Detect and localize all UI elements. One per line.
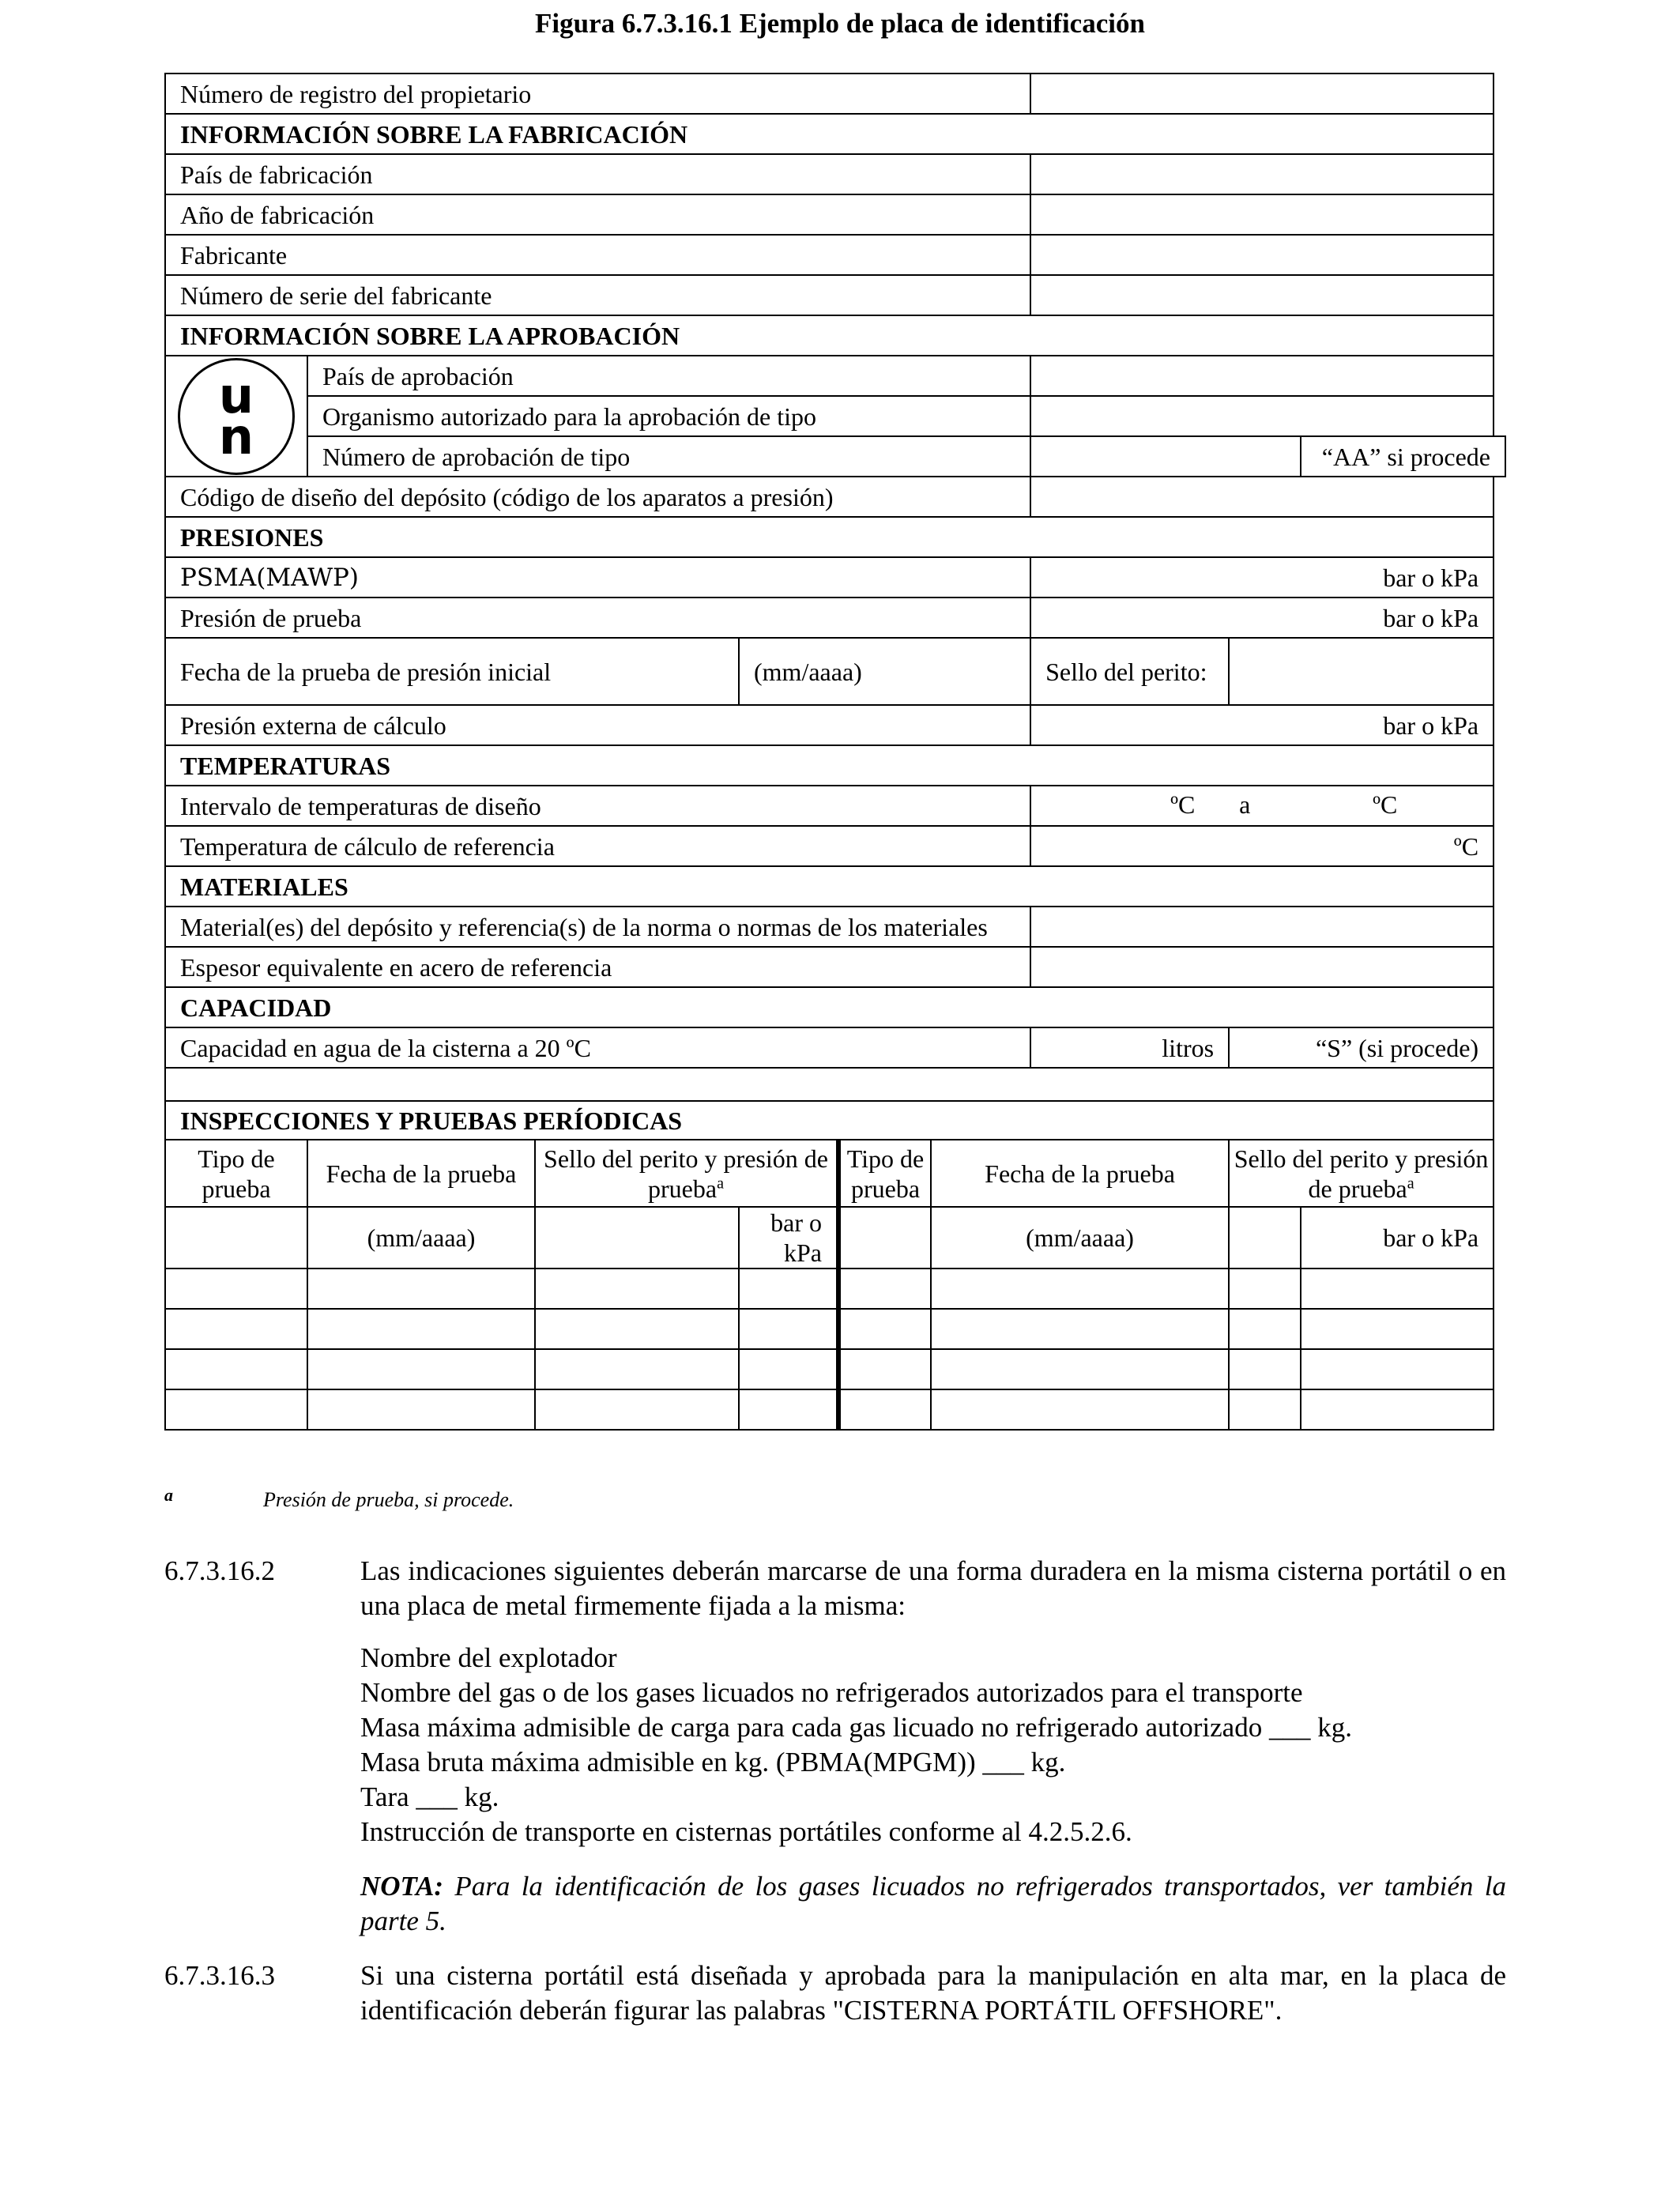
reference-temp-label: Temperatura de cálculo de referencia	[165, 826, 1030, 866]
marking-list	[360, 1641, 1506, 1849]
row-temperatures-header	[165, 745, 1505, 786]
country-manufacture-label: País de fabricación	[165, 154, 1030, 194]
row-inspections-units	[165, 1207, 1505, 1269]
list-item: Nombre del gas o de los gases licuados no refrigerados autorizados para el transporte	[360, 1677, 1303, 1708]
units-pressure-1: bar o kPa	[739, 1207, 838, 1269]
un-logo-letter-u: u	[218, 366, 254, 424]
note-label: NOTA:	[360, 1871, 443, 1902]
note-text: Para la identificación de los gases licuados no refrigerados transportados, ver también la parte 5.	[360, 1871, 1506, 1936]
stamp-pressure-1-sup: a	[717, 1174, 724, 1192]
paragraph-text: Si una cisterna portátil está diseñada y aprobada para la manipulación en alta mar, en la placa de identificación deberán figurar las palabras "CISTERNA PORTÁTIL OFFSHORE".	[360, 1960, 1506, 2026]
footnote-text: Presión de prueba, si procede.	[263, 1488, 514, 1511]
list-item: Tara ___ kg.	[360, 1781, 499, 1812]
row-design-code	[165, 477, 1505, 517]
year-manufacture-label: Año de fabricación	[165, 194, 1030, 235]
row-materials-header	[165, 866, 1505, 907]
manufacturer-value	[1030, 235, 1494, 275]
temperatures-header: TEMPERATURAS	[165, 745, 1494, 786]
owner-registration-label: Número de registro del propietario	[165, 74, 1030, 114]
equiv-thickness-label: Espesor equivalente en acero de referencia	[165, 947, 1030, 987]
row-approval-body	[165, 396, 1505, 436]
manufacturing-header: INFORMACIÓN SOBRE LA FABRICACIÓN	[165, 114, 1494, 154]
inspection-row	[165, 1389, 1505, 1430]
expert-stamp-label: Sello del perito:	[1030, 638, 1229, 705]
design-code-value	[1030, 477, 1494, 517]
test-pressure-label: Presión de prueba	[165, 598, 1030, 638]
units-cell-1	[165, 1207, 307, 1269]
identification-plate-table	[164, 73, 1506, 1431]
row-mawp	[165, 557, 1505, 598]
reference-temp-unit: ºC	[1030, 826, 1494, 866]
row-external-pressure	[165, 705, 1505, 745]
row-initial-test-date	[165, 638, 1505, 705]
approval-body-value	[1030, 396, 1494, 436]
country-manufacture-value	[1030, 154, 1494, 194]
capacity-header: CAPACIDAD	[165, 987, 1494, 1027]
units-pressure-2: bar o kPa	[1301, 1207, 1494, 1269]
materials-label: Material(es) del depósito y referencia(s) de la norma o normas de los materiales	[165, 907, 1030, 947]
inspection-row	[165, 1349, 1505, 1389]
col-stamp-pressure-1	[535, 1140, 838, 1207]
approval-body-label: Organismo autorizado para la aprobación de tipo	[307, 396, 1030, 436]
list-item: Masa bruta máxima admisible en kg. (PBMA(MPGM)) ___ kg.	[360, 1747, 1066, 1777]
external-pressure-unit: bar o kPa	[1030, 705, 1494, 745]
initial-test-date-label: Fecha de la prueba de presión inicial	[165, 638, 739, 705]
row-design-temp-range	[165, 786, 1505, 826]
external-pressure-label: Presión externa de cálculo	[165, 705, 1030, 745]
temp-max-unit: ºC	[1373, 790, 1398, 819]
approval-header: INFORMACIÓN SOBRE LA APROBACIÓN	[165, 315, 1494, 356]
units-cell-2	[838, 1207, 931, 1269]
stamp-pressure-2-sup: a	[1407, 1174, 1414, 1192]
water-capacity-label: Capacidad en agua de la cisterna a 20 ºC	[165, 1027, 1030, 1068]
temp-min-unit: ºC	[1170, 790, 1196, 819]
materials-value	[1030, 907, 1494, 947]
year-manufacture-value	[1030, 194, 1494, 235]
materials-header: MATERIALES	[165, 866, 1494, 907]
design-code-label: Código de diseño del depósito (código de los aparatos a presión)	[165, 477, 1030, 517]
pressures-header: PRESIONES	[165, 517, 1494, 557]
row-pressures-header	[165, 517, 1505, 557]
inspection-row	[165, 1269, 1505, 1309]
row-owner-registration	[165, 74, 1505, 114]
units-date-1: (mm/aaaa)	[307, 1207, 535, 1269]
row-serial-number	[165, 275, 1505, 315]
s-note: “S” (si procede)	[1229, 1027, 1494, 1068]
paragraph-6-7-3-16-2	[164, 1554, 1506, 1627]
manufacturer-label: Fabricante	[165, 235, 1030, 275]
inspection-row	[165, 1309, 1505, 1349]
footnote-mark: a	[164, 1485, 173, 1505]
equiv-thickness-value	[1030, 947, 1494, 987]
approval-number-value	[1030, 436, 1301, 477]
owner-registration-value	[1030, 74, 1494, 114]
mawp-label: PSMA(MAWP)	[165, 557, 1030, 598]
row-inspections-columns	[165, 1140, 1505, 1207]
col-test-date-1: Fecha de la prueba	[307, 1140, 535, 1207]
design-temp-range-label: Intervalo de temperaturas de diseño	[165, 786, 1030, 826]
row-materials	[165, 907, 1505, 947]
country-approval-label: País de aprobación	[307, 356, 1030, 396]
approval-number-label: Número de aprobación de tipo	[307, 436, 1030, 477]
un-logo-icon	[178, 358, 295, 475]
list-item: Masa máxima admisible de carga para cada gas licuado no refrigerado autorizado ___ kg.	[360, 1712, 1352, 1743]
row-manufacturer	[165, 235, 1505, 275]
units-stamp-1	[535, 1207, 739, 1269]
paragraph-number: 6.7.3.16.3	[164, 1960, 275, 1991]
units-stamp-2	[1229, 1207, 1301, 1269]
row-year-manufacture	[165, 194, 1505, 235]
col-test-date-2: Fecha de la prueba	[931, 1140, 1229, 1207]
test-pressure-unit: bar o kPa	[1030, 598, 1494, 638]
row-water-capacity	[165, 1027, 1505, 1068]
row-manufacturing-header	[165, 114, 1505, 154]
figure-title: Figura 6.7.3.16.1 Ejemplo de placa de identificación	[535, 8, 1145, 39]
stamp-pressure-1-text: Sello del perito y presión de prueba	[544, 1144, 828, 1203]
row-test-pressure	[165, 598, 1505, 638]
aa-note: “AA” si procede	[1301, 436, 1505, 477]
row-country-manufacture	[165, 154, 1505, 194]
row-spacer	[165, 1068, 1505, 1101]
row-country-approval	[165, 356, 1505, 396]
row-approval-header	[165, 315, 1505, 356]
country-approval-value	[1030, 356, 1494, 396]
paragraph-6-7-3-16-3	[164, 1958, 1506, 2031]
un-logo-cell	[165, 356, 307, 477]
mawp-unit: bar o kPa	[1030, 557, 1494, 598]
note	[360, 1869, 1506, 1939]
water-capacity-unit: litros	[1030, 1027, 1229, 1068]
expert-stamp-value	[1229, 638, 1494, 705]
stamp-pressure-2-text: Sello del perito y presión de prueba	[1234, 1144, 1489, 1203]
row-equiv-thickness	[165, 947, 1505, 987]
col-stamp-pressure-2	[1229, 1140, 1494, 1207]
un-logo-letter-n: n	[218, 407, 254, 466]
col-test-type-1: Tipo de prueba	[165, 1140, 307, 1207]
temp-a: a	[1239, 790, 1251, 819]
row-reference-temp	[165, 826, 1505, 866]
paragraph-text: Las indicaciones siguientes deberán marcarse de una forma duradera en la misma cisterna portátil o en una placa de metal firmemente fijada a la misma:	[360, 1555, 1506, 1621]
design-temp-range-value	[1030, 786, 1494, 826]
units-date-2: (mm/aaaa)	[931, 1207, 1229, 1269]
row-approval-number	[165, 436, 1505, 477]
col-test-type-2: Tipo de prueba	[838, 1140, 931, 1207]
list-item: Nombre del explotador	[360, 1642, 617, 1673]
initial-test-date-format: (mm/aaaa)	[739, 638, 1030, 705]
paragraph-number: 6.7.3.16.2	[164, 1555, 275, 1586]
row-capacity-header	[165, 987, 1505, 1027]
serial-number-label: Número de serie del fabricante	[165, 275, 1030, 315]
spacer-cell	[165, 1068, 1494, 1101]
inspections-header: INSPECCIONES Y PRUEBAS PERÍODICAS	[165, 1101, 1494, 1140]
row-inspections-header	[165, 1101, 1505, 1140]
serial-number-value	[1030, 275, 1494, 315]
list-item: Instrucción de transporte en cisternas portátiles conforme al 4.2.5.2.6.	[360, 1816, 1132, 1847]
